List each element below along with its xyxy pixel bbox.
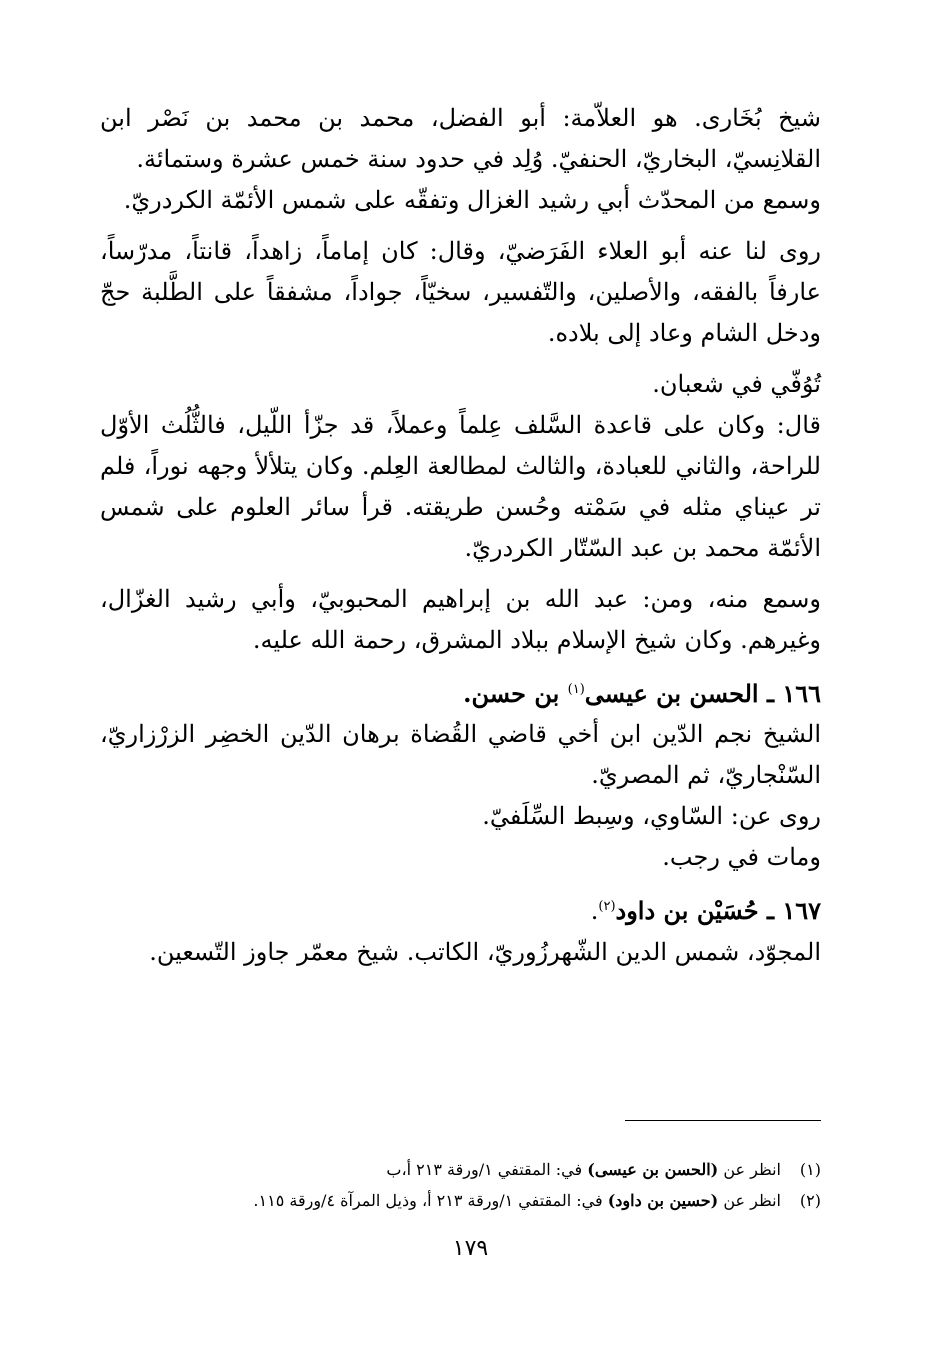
footnote-1-source: في: المقتفي ١/ورقة ٢١٣ أ،ب <box>386 1160 588 1179</box>
footnote-2-subject: (حسين بن داود) <box>607 1191 719 1210</box>
paragraph-qualities: قال: وكان على قاعدة السَّلف عِلماً وعملاً، قد جزّأ اللّيل، فالثُّلُث الأوّل للراحة، والثاني للعبادة، والثالث لمطالعة العِلم. وكان يتلألأ وجهه نوراً، فلم تر عيناي مثله في سَمْته وحُسن طريقته. قرأ سائر العلوم على شمس الأئمّة محمد بن عبد السّتّار الكردريّ. <box>100 411 821 562</box>
entry-heading-166 <box>100 673 821 714</box>
footnote-2-source: في: المقتفي ١/ورقة ٢١٣ أ، وذيل المرآة ٤/ورقة ١١٥. <box>253 1191 608 1210</box>
entry-167-title: ١٦٧ ـ حُسَيْن بن داود <box>615 896 821 925</box>
paragraph-teachers: وسمع منه، ومن: عبد الله بن إبراهيم المحبوبيّ، وأبي رشيد الغزّال، وغيرهم. وكان شيخ الإسلام ببلاد المشرق، رحمة الله عليه. <box>100 585 821 654</box>
footnotes <box>100 1154 821 1216</box>
entry-166-title: ١٦٦ ـ الحسن بن عيسى <box>584 679 821 708</box>
paragraph-entry-167-bio: المجوّد، شمس الدين الشّهرزُوريّ، الكاتب. شيخ معمّر جاوز التّسعين. <box>149 938 821 966</box>
footnote-2-pre: انظر عن <box>718 1191 781 1210</box>
main-text <box>100 98 821 973</box>
entry-166-tail: بن حسن. <box>463 679 560 708</box>
paragraph-studies: وسمع من المحدّث أبي رشيد الغزال وتفقّه على شمس الأئمّة الكردريّ. <box>123 186 821 214</box>
entry-167-tail: . <box>590 897 599 925</box>
paragraph-entry-166-bio: الشيخ نجم الدّين ابن أخي قاضي القُضاة برهان الدّين الخضِر الزرْزاريّ، السّنْجاريّ، ثم المصريّ. <box>100 720 821 789</box>
paragraph-entry-166-narration: روى عن: السّاوي، وسِبط السِّلَفيّ. <box>482 802 821 830</box>
paragraph-entry-166-death: ومات في رجب. <box>662 843 821 871</box>
page-number: ١٧٩ <box>452 1236 489 1261</box>
footnote-ref-2: (٢) <box>598 899 616 914</box>
footnote-separator <box>625 1120 821 1121</box>
footnote-1-pre: انظر عن <box>718 1160 781 1179</box>
footnote-2 <box>100 1185 821 1216</box>
footnote-1 <box>100 1154 821 1185</box>
footnote-ref-1: (١) <box>567 682 585 697</box>
paragraph-narration: روى لنا عنه أبو العلاء الفَرَضيّ، وقال: كان إماماً، زاهداً، قانتاً، مدرّساً، عارفاً بالفقه، والأصلين، والتّفسير، سخيّاً، جواداً، مشفقاً على الطَّلبة حجّ ودخل الشام وعاد إلى بلاده. <box>100 237 821 347</box>
paragraph-death: تُوُفّي في شعبان. <box>652 370 821 398</box>
paragraph-biography-intro: شيخ بُخَارى. هو العلاّمة: أبو الفضل، محمد بن محمد بن نَصْر ابن القلانِسيّ، البخاريّ، الحنفيّ. وُلِد في حدود سنة خمس عشرة وستمائة. <box>100 104 821 173</box>
footnote-1-subject: (الحسن بن عيسى) <box>587 1160 719 1179</box>
footnote-1-number: (١) <box>799 1160 821 1179</box>
entry-heading-167 <box>100 890 821 932</box>
footnote-2-number: (٢) <box>799 1191 821 1210</box>
